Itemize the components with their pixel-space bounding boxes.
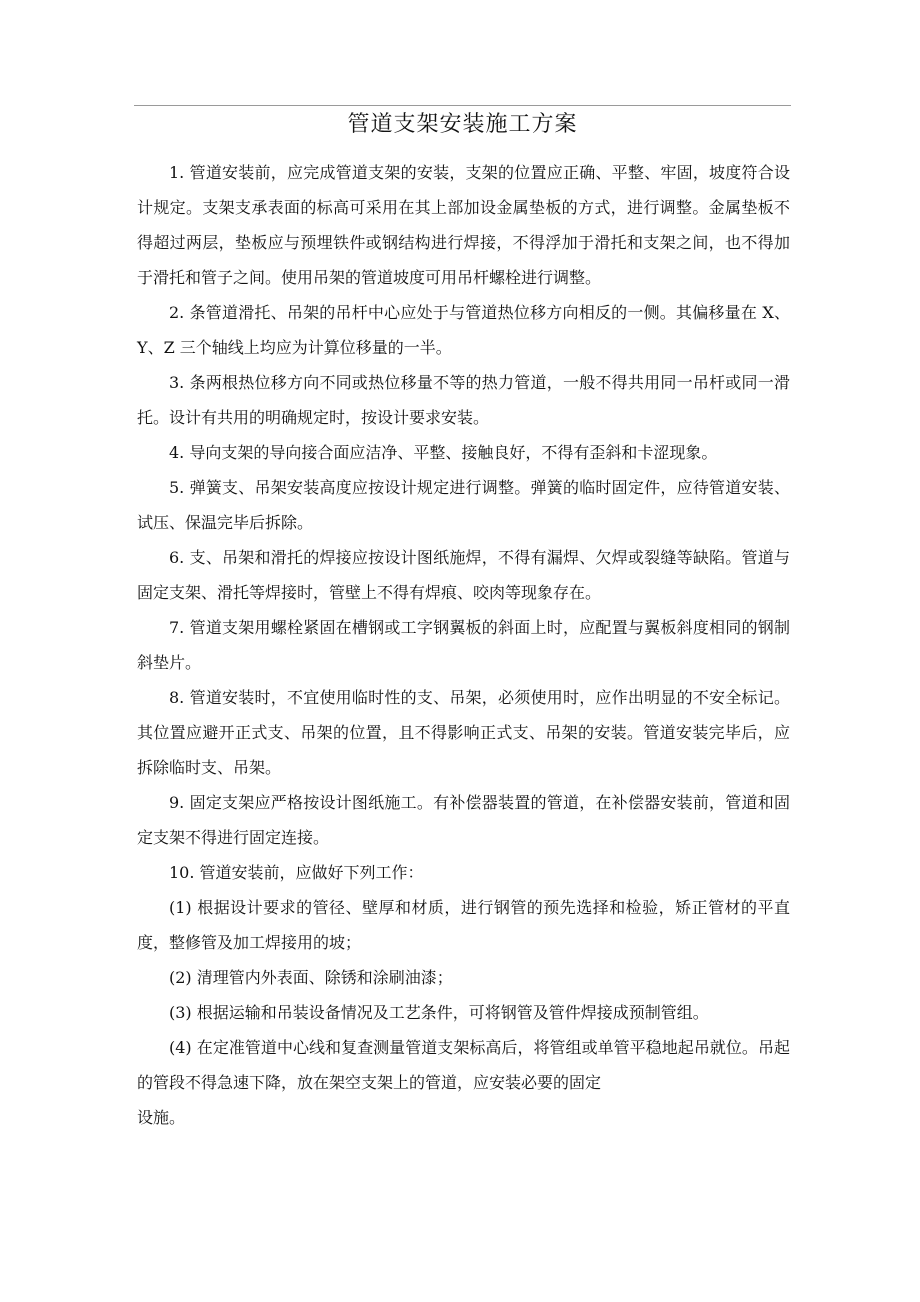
paragraph-6: 6. 支、吊架和滑托的焊接应按设计图纸施焊，不得有漏焊、欠焊或裂缝等缺陷。管道与固定支架、滑托等焊接时，管壁上不得有焊痕、咬肉等现象存在。 (137, 548, 790, 602)
paragraph-4: 4. 导向支架的导向接合面应洁净、平整、接触良好，不得有歪斜和卡涩现象。 (169, 443, 718, 462)
document-body (137, 155, 790, 1135)
sub-item-2: (2) 清理管内外表面、除锈和涂刷油漆； (169, 968, 453, 987)
sub-item-4: (4) 在定准管道中心线和复查测量管道支架标高后，将管组或单管平稳地起吊就位。吊起的管段不得急速下降，放在架空支架上的管道，应安装必要的固定 (137, 1038, 790, 1092)
paragraph-1: 1. 管道安装前，应完成管道支架的安装，支架的位置应正确、平整、牢固，坡度符合设计规定。支架支承表面的标高可采用在其上部加设金属垫板的方式，进行调整。金属垫板不得超过两层，垫板应与预埋铁件或钢结构进行焊接，不得浮加于滑托和支架之间，也不得加于滑托和管子之间。使用吊架的管道坡度可用吊杆螺栓进行调整。 (137, 163, 790, 287)
paragraph-2: 2. 条管道滑托、吊架的吊杆中心应处于与管道热位移方向相反的一侧。其偏移量在 X、Y、Z 三个轴线上均应为计算位移量的一半。 (137, 303, 790, 357)
paragraph-7: 7. 管道支架用螺栓紧固在槽钢或工字钢翼板的斜面上时，应配置与翼板斜度相同的钢制斜垫片。 (137, 618, 790, 672)
header-rule (134, 105, 791, 106)
sub-item-4-continuation: 设施。 (137, 1108, 186, 1127)
document-title: 管道支架安装施工方案 (347, 112, 578, 137)
sub-item-3: (3) 根据运输和吊装设备情况及工艺条件，可将钢管及管件焊接成预制管组。 (169, 1003, 709, 1022)
paragraph-10: 10. 管道安装前，应做好下列工作： (169, 863, 424, 882)
paragraph-5: 5. 弹簧支、吊架安装高度应按设计规定进行调整。弹簧的临时固定件，应待管道安装、试压、保温完毕后拆除。 (137, 478, 790, 532)
paragraph-3: 3. 条两根热位移方向不同或热位移量不等的热力管道，一般不得共用同一吊杆或同一滑托。设计有共用的明确规定时，按设计要求安装。 (137, 373, 790, 427)
paragraph-8: 8. 管道安装时，不宜使用临时性的支、吊架，必须使用时，应作出明显的不安全标记。其位置应避开正式支、吊架的位置，且不得影响正式支、吊架的安装。管道安装完毕后，应拆除临时支、吊架。 (137, 688, 790, 777)
sub-item-1: (1) 根据设计要求的管径、壁厚和材质，进行钢管的预先选择和检验，矫正管材的平直度，整修管及加工焊接用的坡； (137, 898, 790, 952)
paragraph-9: 9. 固定支架应严格按设计图纸施工。有补偿器装置的管道，在补偿器安装前，管道和固定支架不得进行固定连接。 (137, 793, 790, 847)
